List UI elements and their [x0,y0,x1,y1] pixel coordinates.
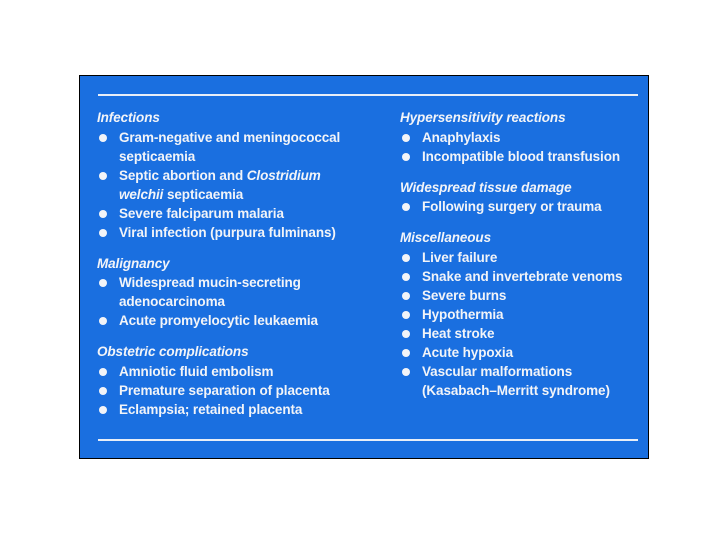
right-column [400,109,645,413]
section-infections [97,109,382,242]
list-item [400,305,645,324]
item-line [119,166,382,185]
item-line: Hypothermia [422,306,504,322]
list-item [97,400,382,419]
bullet-icon [402,349,410,357]
item-line: Gram-negative and meningococcal [119,129,341,145]
bullet-icon [402,153,410,161]
item-text: Septic abortion and [119,167,247,183]
item-line: Amniotic fluid embolism [119,363,274,379]
top-divider [98,94,638,96]
list-item [97,204,382,223]
list-item [400,343,645,362]
item-text-italic: Clostridium [246,167,321,183]
item-line: Severe burns [422,287,507,303]
bullet-icon [99,387,107,395]
list-item [97,223,382,242]
list-item [97,362,382,381]
list-item [97,273,382,311]
item-line: Severe falciparum malaria [119,205,284,221]
bullet-icon [402,368,410,376]
section-heading: Obstetric complications [97,344,249,359]
bullet-icon [402,134,410,142]
bullet-icon [99,172,107,180]
item-line: septicaemia [119,148,196,164]
item-line: Anaphylaxis [422,129,501,145]
bullet-icon [99,229,107,237]
bullet-icon [99,279,107,287]
bullet-icon [402,203,410,211]
list-item [97,128,382,166]
bullet-icon [402,311,410,319]
section-miscellaneous [400,229,645,400]
item-text-italic: welchii [119,186,164,202]
item-line: Widespread mucin-secreting [119,275,301,290]
list-item [400,267,645,286]
list-item [400,197,645,216]
item-line: Eclampsia; retained placenta [119,401,303,417]
item-line: Liver failure [422,249,498,265]
item-line: Acute hypoxia [422,344,513,360]
item-line: Viral infection (purpura fulminans) [119,224,336,240]
bottom-divider [98,439,638,441]
section-heading: Widespread tissue damage [400,179,572,195]
list-item [97,381,382,400]
bullet-icon [99,317,107,325]
bullet-icon [99,406,107,414]
list-item [97,166,382,204]
bullet-icon [402,292,410,300]
bullet-icon [99,210,107,218]
item-line: adenocarcinoma [119,294,225,309]
item-line [119,185,382,204]
bullet-icon [402,254,410,262]
bullet-icon [99,368,107,376]
slide-panel [79,75,649,459]
section-heading: Miscellaneous [400,230,491,245]
list-item [400,248,645,267]
list-item [400,147,645,166]
section-obstetric [97,343,382,419]
item-line: Vascular malformations [422,363,573,379]
item-text: septicaemia [163,186,244,202]
bullet-icon [402,330,410,338]
section-heading: Malignancy [97,255,170,271]
section-malignancy [97,255,382,331]
bullet-icon [99,134,107,142]
item-line: Incompatible blood transfusion [422,148,621,164]
item-line: Acute promyelocytic leukaemia [119,313,318,328]
list-item [97,311,382,330]
item-line: Snake and invertebrate venoms [422,268,623,284]
item-line: Following surgery or trauma [422,199,602,214]
list-item [400,128,645,147]
bullet-icon [402,273,410,281]
item-line: Heat stroke [422,325,495,341]
item-line: Premature separation of placenta [119,382,330,398]
item-line: (Kasabach–Merritt syndrome) [422,382,610,398]
section-heading: Infections [97,110,160,125]
list-item [400,324,645,343]
list-item [400,362,645,400]
section-heading: Hypersensitivity reactions [400,110,566,125]
list-item [400,286,645,305]
section-tissue-damage [400,179,645,217]
section-hypersensitivity [400,109,645,166]
left-column [97,109,382,432]
